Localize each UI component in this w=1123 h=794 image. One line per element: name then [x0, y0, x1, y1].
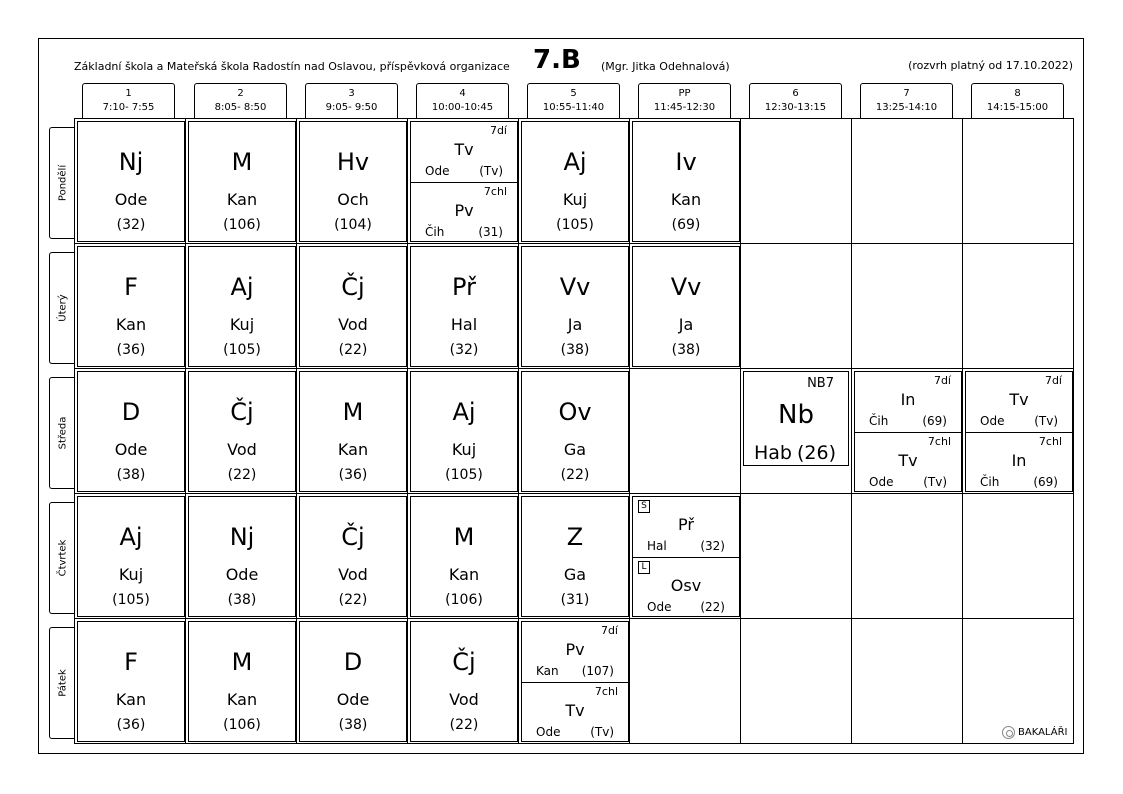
subject: Tv — [1009, 390, 1029, 409]
group-label: 7dí — [600, 624, 618, 637]
hour-number: 4 — [459, 88, 466, 99]
group-lesson[interactable] — [855, 432, 961, 492]
lesson-fri-3[interactable] — [299, 621, 407, 742]
week-marker: L — [638, 561, 650, 574]
lesson-wed-7-split[interactable] — [854, 371, 962, 492]
room: (32) — [449, 342, 479, 358]
teacher: Vod — [227, 440, 257, 459]
subject: F — [124, 648, 138, 676]
room: (38) — [116, 467, 146, 483]
room: (Tv) — [590, 725, 614, 739]
room: (106) — [445, 592, 483, 608]
room: (31) — [478, 225, 503, 239]
room: (36) — [338, 467, 368, 483]
room: (22) — [700, 600, 725, 614]
subject: Aj — [119, 523, 143, 551]
room: (105) — [445, 467, 483, 483]
lesson-fri-5-split[interactable] — [521, 621, 629, 742]
group-label: 7chl — [483, 185, 507, 198]
week-marker: S — [638, 500, 650, 513]
teacher: Kan — [670, 190, 702, 209]
lesson-fri-4[interactable] — [410, 621, 518, 742]
school-name: Základní škola a Mateřská škola Radostín nad Oslavou, příspěvková organizace — [74, 60, 510, 73]
lesson-mon-4-split[interactable] — [410, 121, 518, 242]
group-label: 7chl — [594, 685, 618, 698]
hour-header-3 — [305, 83, 398, 119]
teacher: Ode — [980, 414, 1005, 428]
lesson-thu-2[interactable] — [188, 496, 296, 617]
subject: Čj — [230, 398, 254, 426]
room: (105) — [223, 342, 261, 358]
hour-header-8 — [971, 83, 1064, 119]
hour-header-pp — [638, 83, 731, 119]
day-label-tuesday — [49, 252, 75, 364]
subject: Čj — [341, 273, 365, 301]
lesson-tue-2[interactable] — [188, 246, 296, 367]
teacher: Ode — [114, 440, 148, 459]
lesson-thu-1[interactable] — [77, 496, 185, 617]
teacher: Ode — [869, 475, 894, 489]
hour-number: 1 — [125, 88, 132, 99]
room: (26) — [796, 442, 836, 464]
teacher: Ode — [425, 164, 450, 178]
teacher: Kan — [115, 690, 147, 709]
hour-time: 7:10- 7:55 — [102, 102, 155, 113]
subject: F — [124, 273, 138, 301]
group-lesson[interactable] — [966, 432, 1072, 492]
lesson-thu-4[interactable] — [410, 496, 518, 617]
room: (31) — [560, 592, 590, 608]
lesson-wed-2[interactable] — [188, 371, 296, 492]
subject: In — [900, 390, 916, 409]
teacher: Vod — [449, 690, 479, 709]
teacher: Ode — [336, 690, 370, 709]
lesson-tue-4[interactable] — [410, 246, 518, 367]
subject: Hv — [336, 148, 370, 176]
room: (38) — [671, 342, 701, 358]
teacher: Ga — [563, 565, 587, 584]
lesson-mon-3[interactable] — [299, 121, 407, 242]
valid-from: (rozvrh platný od 17.10.2022) — [908, 59, 1073, 72]
hour-header-7 — [860, 83, 953, 119]
subject: Př — [678, 515, 694, 534]
day-label-thursday — [49, 502, 75, 614]
brand-label: BAKALÁŘI — [1018, 727, 1068, 738]
teacher: Ja — [567, 315, 583, 334]
room: (69) — [1033, 475, 1058, 489]
subject: Iv — [675, 148, 697, 176]
hour-number: 7 — [903, 88, 910, 99]
hour-time: 13:25-14:10 — [875, 102, 938, 113]
subject: Ov — [558, 398, 592, 426]
subject: Vv — [670, 273, 702, 301]
room: (Tv) — [479, 164, 503, 178]
room: (106) — [223, 217, 261, 233]
lesson-wed-8-split[interactable] — [965, 371, 1073, 492]
room: (36) — [116, 342, 146, 358]
teacher: Kan — [337, 440, 369, 459]
subject: Aj — [563, 148, 587, 176]
class-name: 7.B — [533, 45, 581, 75]
subject: M — [342, 398, 364, 426]
subject: Tv — [454, 140, 474, 159]
teacher: Ode — [647, 600, 672, 614]
group-label: 7dí — [1044, 374, 1062, 387]
hour-number: 3 — [348, 88, 355, 99]
teacher: Och — [337, 190, 369, 209]
room: (107) — [581, 664, 614, 678]
room: (Tv) — [1034, 414, 1058, 428]
day-name: Čtvrtek — [57, 539, 68, 577]
day-name: Úterý — [57, 294, 68, 322]
teacher: Hab — [754, 442, 792, 464]
subject: Př — [452, 273, 476, 301]
lesson-tue-5[interactable] — [521, 246, 629, 367]
room: (104) — [334, 217, 372, 233]
day-label-wednesday — [49, 377, 75, 489]
group-lesson[interactable] — [855, 372, 961, 432]
teacher: Čih — [425, 225, 445, 239]
teacher: Kuj — [229, 315, 255, 334]
bakalari-logo-icon — [1002, 726, 1015, 739]
room: (69) — [922, 414, 947, 428]
teacher: Vod — [338, 565, 368, 584]
room: (38) — [560, 342, 590, 358]
room: (22) — [449, 717, 479, 733]
room: (22) — [560, 467, 590, 483]
subject: Nb — [778, 400, 814, 430]
subject: Nj — [229, 523, 255, 551]
hour-header-2 — [194, 83, 287, 119]
teacher: Kan — [115, 315, 147, 334]
day-label-friday — [49, 627, 75, 739]
brand — [1002, 726, 1067, 739]
room: (69) — [671, 217, 701, 233]
hour-time: 9:05- 9:50 — [325, 102, 378, 113]
week-lesson[interactable] — [633, 497, 739, 557]
teacher: Ode — [114, 190, 148, 209]
week-lesson[interactable] — [633, 557, 739, 617]
hour-time: 12:30-13:15 — [764, 102, 827, 113]
hour-header-5 — [527, 83, 620, 119]
teacher: Ga — [563, 440, 587, 459]
room: (32) — [116, 217, 146, 233]
room: (22) — [338, 592, 368, 608]
hour-time: 10:00-10:45 — [431, 102, 494, 113]
class-teacher: (Mgr. Jitka Odehnalová) — [601, 60, 730, 73]
lesson-thu-3[interactable] — [299, 496, 407, 617]
subject: M — [453, 523, 475, 551]
teacher: Kuj — [451, 440, 477, 459]
lesson-fri-1[interactable] — [77, 621, 185, 742]
day-name: Pondělí — [57, 164, 68, 202]
room: (38) — [227, 592, 257, 608]
lesson-fri-2[interactable] — [188, 621, 296, 742]
room: (36) — [116, 717, 146, 733]
subject: Pv — [454, 201, 474, 220]
group-label: 7chl — [1038, 435, 1062, 448]
hour-time: 11:45-12:30 — [653, 102, 716, 113]
lesson-wed-3[interactable] — [299, 371, 407, 492]
teacher: Kan — [226, 690, 258, 709]
teacher: Kuj — [562, 190, 588, 209]
teacher: Čih — [869, 414, 889, 428]
teacher: Ja — [678, 315, 694, 334]
lesson-wed-6[interactable] — [743, 371, 849, 466]
subject: Čj — [452, 648, 476, 676]
teacher: Kan — [448, 565, 480, 584]
lesson-mon-5[interactable] — [521, 121, 629, 242]
hour-header-4 — [416, 83, 509, 119]
room: (22) — [338, 342, 368, 358]
teacher: Kan — [226, 190, 258, 209]
subject: M — [231, 148, 253, 176]
group-label: NB7 — [807, 376, 834, 391]
day-label-monday — [49, 127, 75, 239]
hour-header-1 — [82, 83, 175, 119]
timetable-grid — [74, 118, 1074, 744]
subject: Aj — [452, 398, 476, 426]
room: (105) — [556, 217, 594, 233]
group-lesson[interactable] — [411, 122, 517, 182]
lesson-tue-pp[interactable] — [632, 246, 740, 367]
lesson-wed-1[interactable] — [77, 371, 185, 492]
lesson-thu-pp-split[interactable] — [632, 496, 740, 617]
subject: Aj — [230, 273, 254, 301]
room: (32) — [700, 539, 725, 553]
hour-number: 5 — [570, 88, 577, 99]
day-name: Středa — [57, 416, 68, 450]
room: (38) — [338, 717, 368, 733]
day-name: Pátek — [57, 669, 68, 697]
subject: Čj — [341, 523, 365, 551]
hour-time: 10:55-11:40 — [542, 102, 605, 113]
hour-number: 2 — [237, 88, 244, 99]
lesson-thu-5[interactable] — [521, 496, 629, 617]
hour-time: 14:15-15:00 — [986, 102, 1049, 113]
lesson-wed-4[interactable] — [410, 371, 518, 492]
subject: Vv — [559, 273, 591, 301]
room: (Tv) — [923, 475, 947, 489]
group-lesson[interactable] — [411, 182, 517, 242]
teacher: Ode — [536, 725, 561, 739]
teacher: Čih — [980, 475, 1000, 489]
teacher: Hal — [647, 539, 667, 553]
subject: Nj — [118, 148, 144, 176]
subject: Pv — [565, 640, 585, 659]
lesson-mon-pp[interactable] — [632, 121, 740, 242]
subject: Z — [566, 523, 584, 551]
group-lesson[interactable] — [966, 372, 1072, 432]
teacher: Kuj — [118, 565, 144, 584]
subject: D — [343, 648, 363, 676]
subject: Tv — [565, 701, 585, 720]
room: (106) — [223, 717, 261, 733]
room: (22) — [227, 467, 257, 483]
lesson-tue-3[interactable] — [299, 246, 407, 367]
lesson-wed-5[interactable] — [521, 371, 629, 492]
subject: M — [231, 648, 253, 676]
teacher: Hal — [450, 315, 478, 334]
subject: Tv — [898, 451, 918, 470]
hour-number: PP — [678, 88, 691, 99]
hour-number: 8 — [1014, 88, 1021, 99]
hour-number: 6 — [792, 88, 799, 99]
hour-time: 8:05- 8:50 — [214, 102, 267, 113]
group-label: 7dí — [489, 124, 507, 137]
lesson-mon-1[interactable] — [77, 121, 185, 242]
room: (105) — [112, 592, 150, 608]
lesson-mon-2[interactable] — [188, 121, 296, 242]
group-lesson[interactable] — [522, 682, 628, 742]
teacher: Vod — [338, 315, 368, 334]
group-label: 7dí — [933, 374, 951, 387]
subject: D — [121, 398, 141, 426]
group-label: 7chl — [927, 435, 951, 448]
teacher: Ode — [225, 565, 259, 584]
subject: Osv — [670, 576, 702, 595]
hour-header-6 — [749, 83, 842, 119]
lesson-tue-1[interactable] — [77, 246, 185, 367]
teacher: Kan — [536, 664, 559, 678]
subject: In — [1011, 451, 1027, 470]
group-lesson[interactable] — [522, 622, 628, 682]
